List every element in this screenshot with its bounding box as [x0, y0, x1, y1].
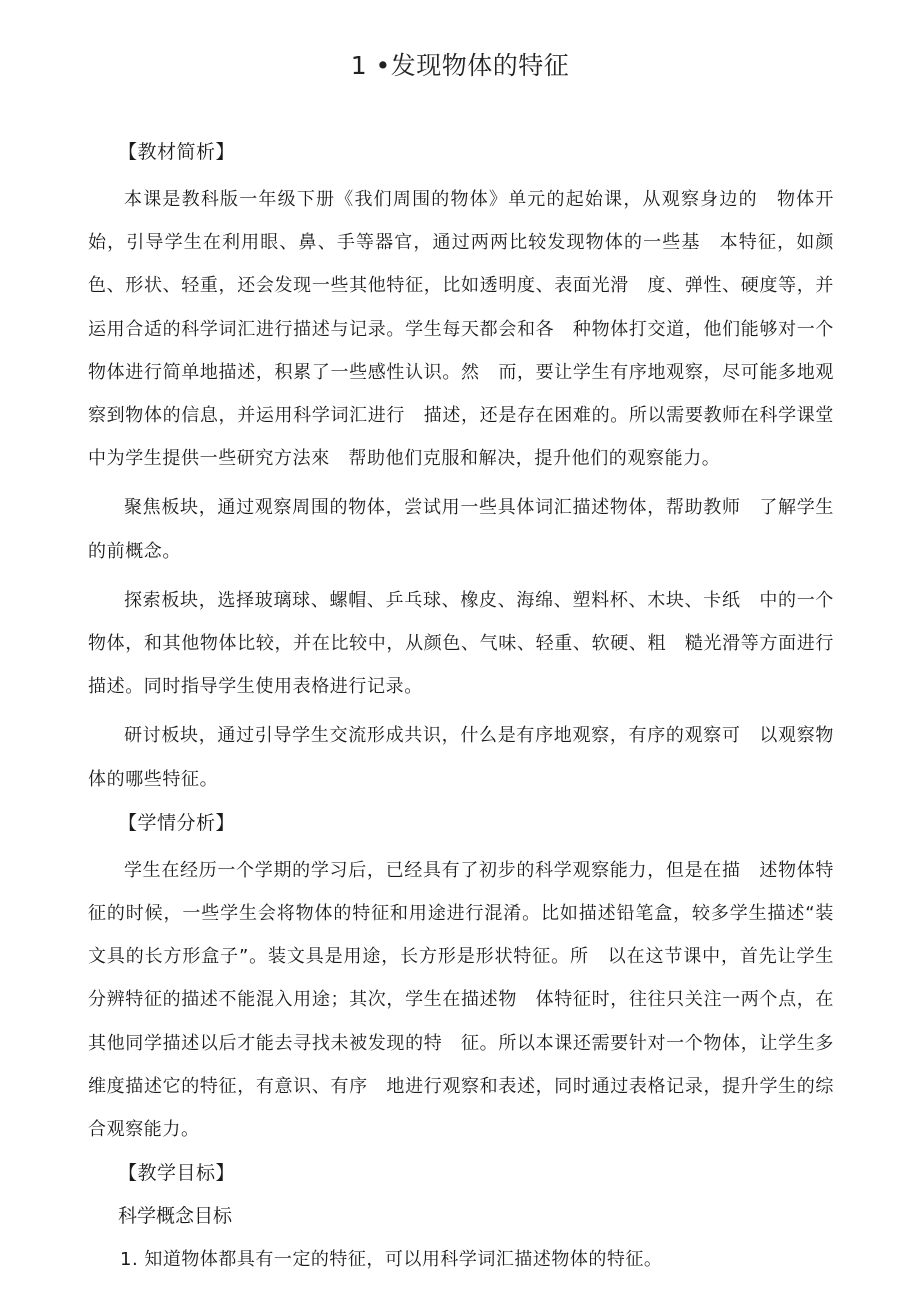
document-body	[88, 136, 834, 1277]
paragraph: 探索板块，选择玻璃球、螺帽、乒乓球、橡皮、海绵、塑料杯、木块、卡纸 中的一个物体，和其他物体比较，并在比较中，从颜色、气味、轻重、软硬、粗 糙光滑等方面进行描述。同时指导学生使用表格进行记录。	[88, 589, 834, 698]
paragraph: 学生在经历一个学期的学习后，已经具有了初步的科学观察能力，但是在描 述物体特征的时候，一些学生会将物体的特征和用途进行混淆。比如描述铅笔盒，较多学生描述“装文具的长方形盒子”。装文具是用途，长方形是形状特征。所 以在这节课中，首先让学生分辨特征的描述不能混入用途；其次，学生在描述物 体特征时，往往只关注一两个点，在其他同学描述以后才能去寻找未被发现的特 征。所以本课还需要针对一个物体，让学生多维度描述它的特征，有意识、有序 地进行观察和表述，同时通过表格记录，提升学生的综合观察能力。	[88, 859, 834, 1141]
document-title: 1 •发现物体的特征	[350, 51, 570, 80]
section-heading-goals: 【教学目标】	[118, 1162, 236, 1185]
section-heading-textbook: 【教材简析】	[118, 141, 236, 163]
paragraph: 研讨板块，通过引导学生交流形成共识，什么是有序地观察，有序的观察可 以观察物体的哪些特征。	[88, 725, 834, 790]
list-item: 1. 知道物体都具有一定的特征，可以用科学词汇描述物体的特征。	[120, 1249, 663, 1271]
paragraph: 聚焦板块，通过观察周围的物体，尝试用一些具体词汇描述物体，帮助教师 了解学生的前概念。	[88, 497, 834, 562]
section-heading-students: 【学情分析】	[118, 811, 236, 834]
paragraph: 本课是教科版一年级下册《我们周围的物体》单元的起始课，从观察身边的 物体开始，引导学生在利用眼、鼻、手等器官，通过两两比较发现物体的一些基 本特征，如颜色、形状、轻重，还会发现一些其他特征，比如透明度、表面光滑 度、弹性、硬度等，并运用合适的科学词汇进行描述与记录。学生每天都会和各 种物体打交道，他们能够对一个物体进行简单地描述，积累了一些感性认识。然 而，要让学生有序地观察，尽可能多地观察到物体的信息，并运用科学词汇进行 描述，还是存在困难的。所以需要教师在科学课堂中为学生提供一些研究方法來 帮助他们克服和解决，提升他们的观察能力。	[88, 189, 834, 470]
subheading-science-concept: 科学概念目标	[118, 1205, 233, 1228]
